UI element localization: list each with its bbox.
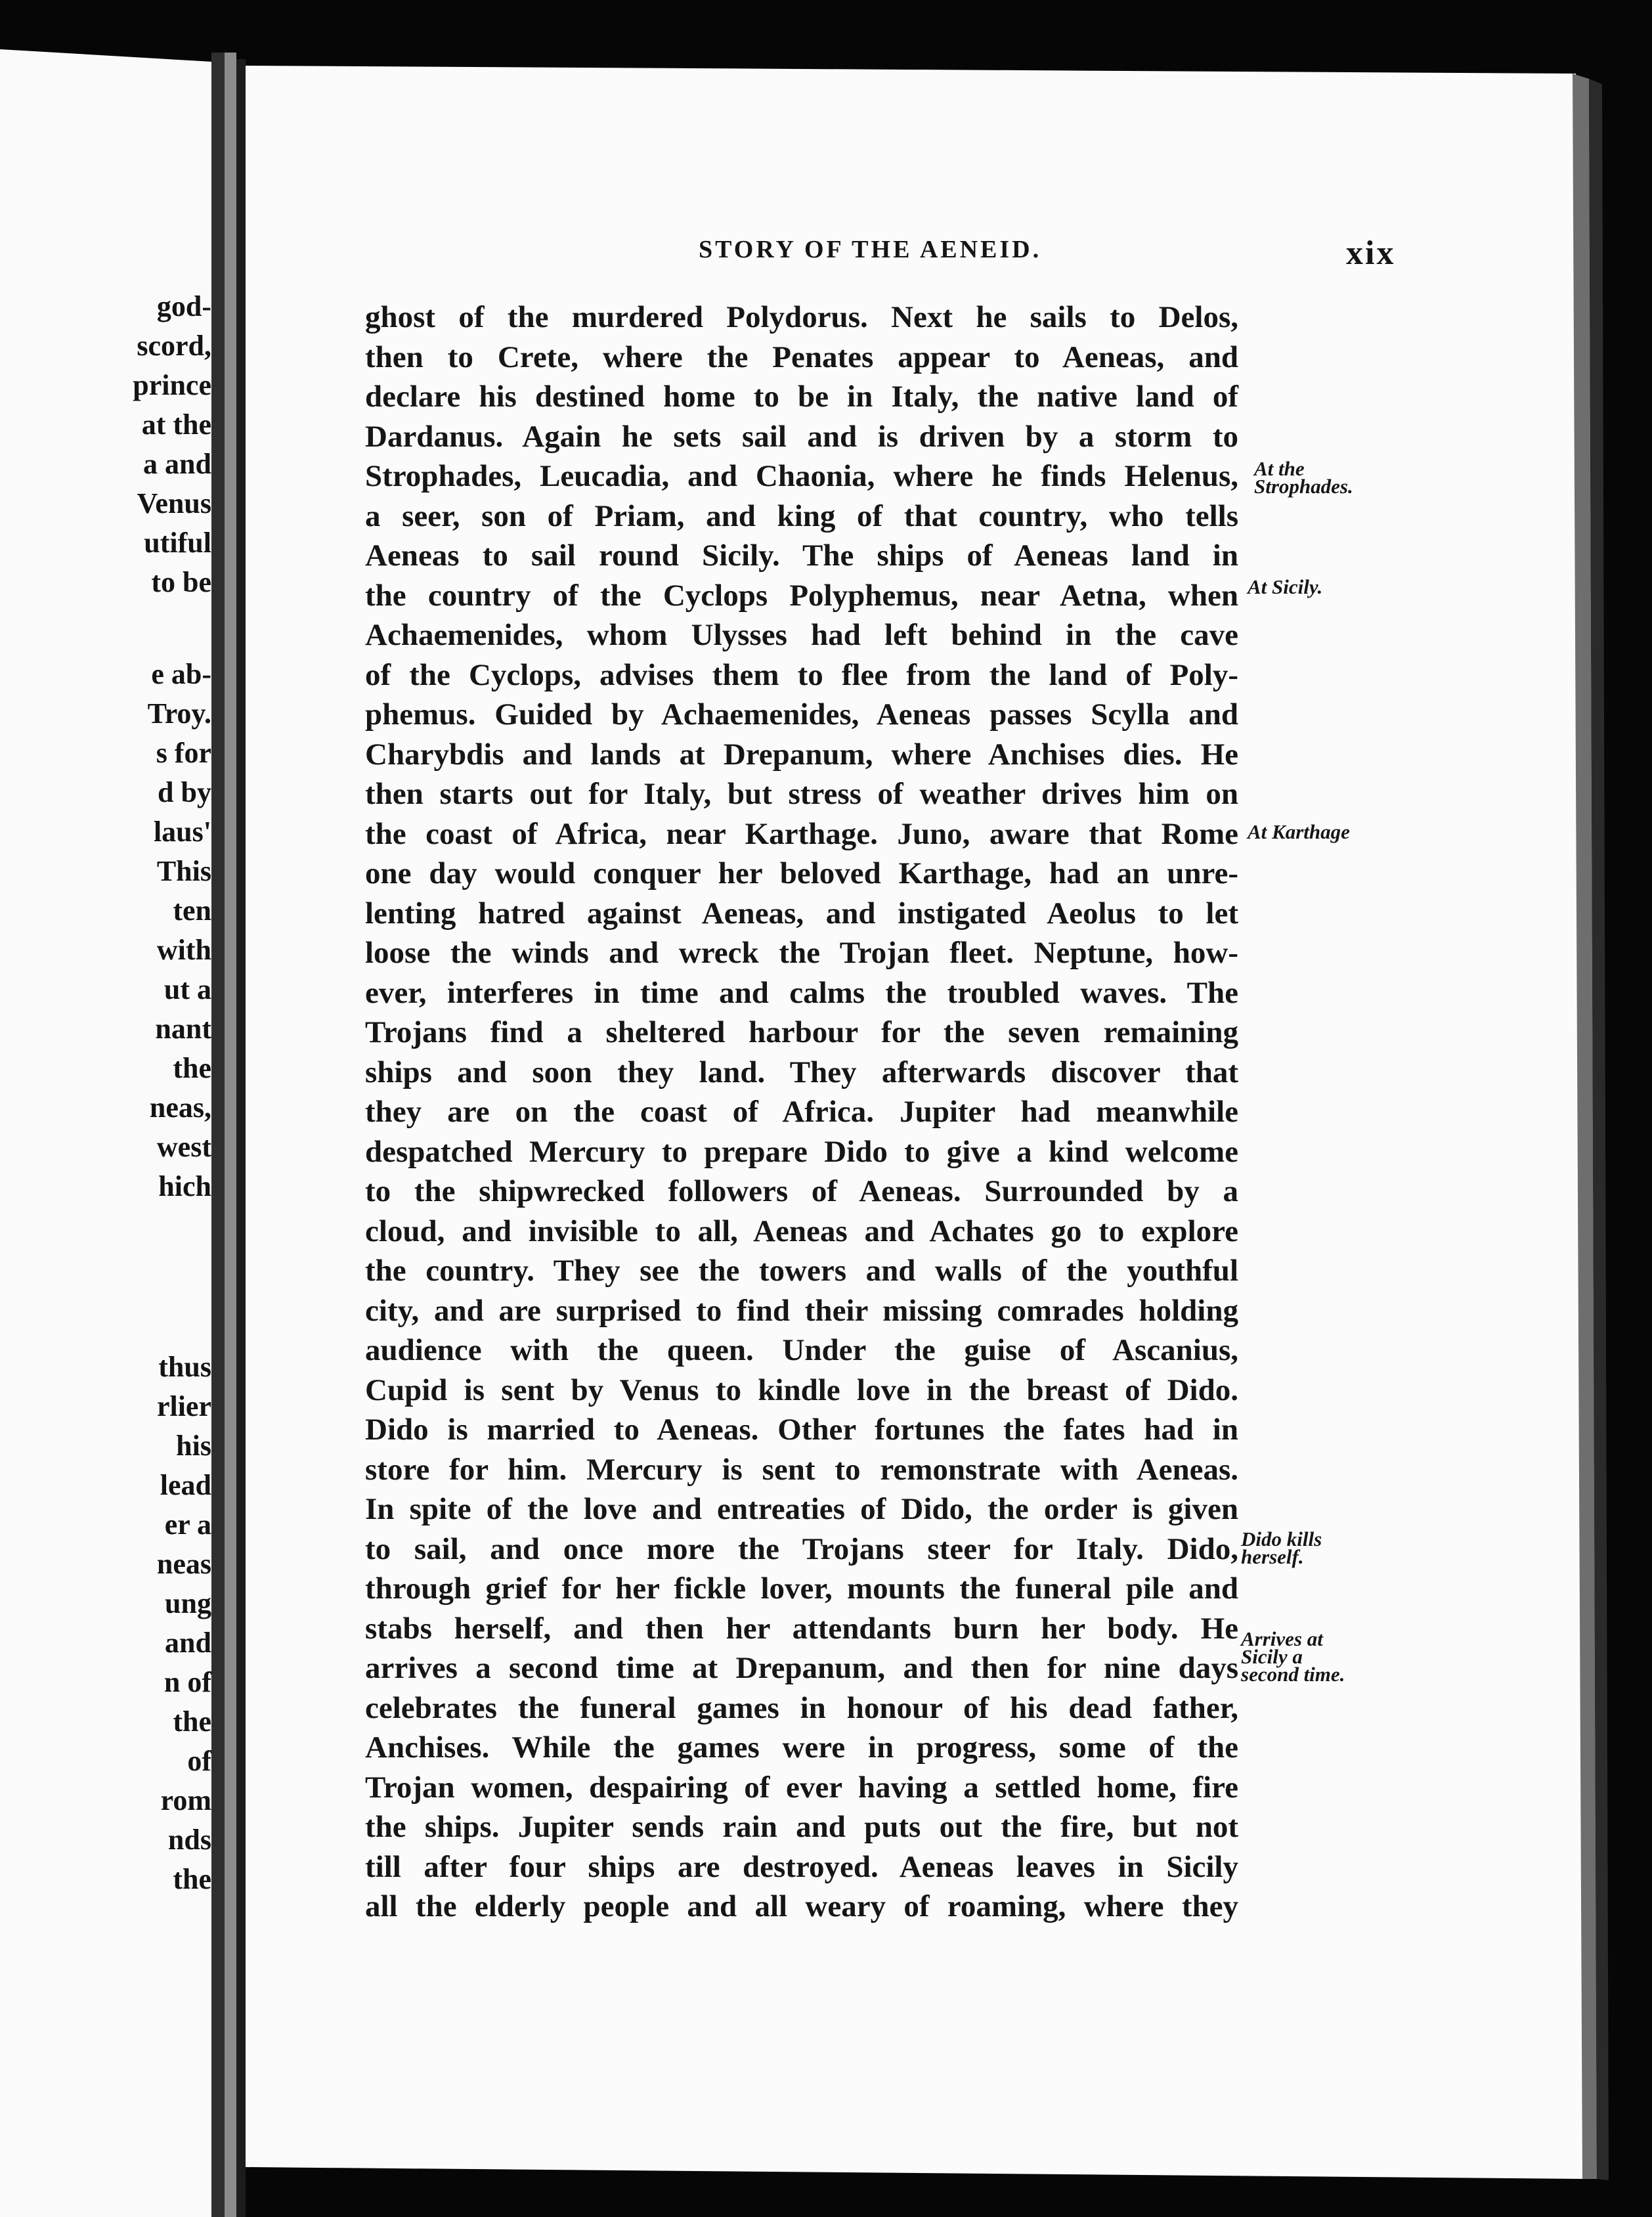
text-line: lenting hatred against Aeneas, and instigated Aeolus to let — [365, 896, 1238, 931]
facing-page-fragment: neas, — [149, 1091, 211, 1124]
text-line: Anchises. While the games were in progress, some of the — [365, 1730, 1238, 1765]
facing-page-fragment: rlier — [156, 1390, 211, 1422]
text-line: despatched Mercury to prepare Dido to give a kind welcome — [365, 1135, 1238, 1169]
text-line: cloud, and invisible to all, Aeneas and Achates go to explore — [365, 1214, 1238, 1248]
text-line: all the elderly people and all weary of roaming, where they — [365, 1889, 1238, 1923]
facing-page-fragment: a and — [143, 448, 211, 480]
text-line: the country of the Cyclops Polyphemus, near Aetna, when — [365, 579, 1238, 613]
text-line: then starts out for Italy, but stress of weather drives him on — [365, 777, 1238, 811]
text-line: Cupid is sent by Venus to kindle love in the breast of Dido. — [365, 1373, 1238, 1407]
text-line: Aeneas to sail round Sicily. The ships of Aeneas land in — [365, 538, 1238, 573]
facing-page-fragment: god- — [156, 290, 211, 322]
side-note-line: At Sicily. — [1248, 575, 1323, 598]
facing-page-fragment: e ab- — [151, 658, 211, 690]
side-note-dido — [1241, 1527, 1322, 1568]
text-line: Dardanus. Again he sets sail and is driven by a storm to — [365, 420, 1238, 454]
side-note-line: Sicily a — [1241, 1645, 1303, 1668]
text-line: Trojans find a sheltered harbour for the seven remaining — [365, 1015, 1238, 1049]
facing-page-fragment: with — [156, 934, 211, 966]
facing-page-fragment: d by — [158, 776, 211, 808]
side-note-arrives — [1241, 1627, 1345, 1686]
text-line: Trojan women, despairing of ever having a settled home, fire — [365, 1770, 1238, 1805]
text-line: one day would conquer her beloved Karthage, had an unre- — [365, 856, 1238, 890]
facing-page-fragment: s for — [156, 737, 211, 769]
text-line: to sail, and once more the Trojans steer for Italy. Dido, — [365, 1532, 1238, 1566]
text-line: the ships. Jupiter sends rain and puts out the fire, but not — [365, 1810, 1238, 1844]
text-line: Charybdis and lands at Drepanum, where Anchises dies. He — [365, 737, 1238, 772]
text-line: audience with the queen. Under the guise of Ascanius, — [365, 1333, 1238, 1367]
facing-page-fragment: utiful — [144, 527, 211, 559]
facing-page-fragment: rom — [160, 1784, 211, 1816]
text-line: city, and are surprised to find their missing comrades holding — [365, 1294, 1238, 1328]
facing-page-fragment: This — [156, 855, 211, 887]
facing-page-fragment: ten — [173, 894, 211, 927]
facing-page-fragment: the — [173, 1705, 211, 1738]
page-number: xix — [1346, 234, 1396, 272]
side-note-line: Dido kills — [1241, 1527, 1322, 1550]
side-note-line: Arrives at — [1241, 1627, 1323, 1650]
facing-page-fragment: his — [176, 1430, 211, 1462]
text-line: then to Crete, where the Penates appear to Aeneas, and — [365, 340, 1238, 374]
text-line: they are on the coast of Africa. Jupiter had meanwhile — [365, 1095, 1238, 1129]
facing-page-fragment: ung — [165, 1587, 211, 1619]
side-note-karthage — [1248, 820, 1350, 843]
facing-page-fragment: of — [187, 1745, 211, 1777]
side-note-line: herself. — [1241, 1545, 1304, 1568]
side-note-line: At the — [1254, 457, 1305, 480]
facing-page-fragment: the — [173, 1052, 211, 1084]
facing-page-fragment: the — [173, 1863, 211, 1895]
facing-page-fragment: laus' — [153, 816, 211, 848]
text-line: declare his destined home to be in Italy, the native land of — [365, 380, 1238, 414]
running-head: STORY OF THE AENEID. — [699, 236, 1042, 263]
text-line: store for him. Mercury is sent to remonstrate with Aeneas. — [365, 1453, 1238, 1487]
facing-page-fragment: prince — [133, 369, 211, 401]
facing-page-fragment: er a — [164, 1508, 211, 1541]
text-line: Strophades, Leucadia, and Chaonia, where he finds Helenus, — [365, 459, 1238, 493]
facing-page-fragment: neas — [156, 1548, 211, 1580]
text-line: arrives a second time at Drepanum, and then for nine days — [365, 1651, 1238, 1685]
facing-page-fragment: thus — [158, 1351, 211, 1383]
text-line: through grief for her fickle lover, mounts the funeral pile and — [365, 1571, 1238, 1606]
facing-page-fragment: n of — [163, 1666, 211, 1698]
side-note-sicily — [1248, 575, 1323, 598]
text-line: loose the winds and wreck the Trojan fleet. Neptune, how- — [365, 936, 1238, 970]
facing-page-fragment: nds — [167, 1824, 211, 1856]
text-line: to the shipwrecked followers of Aeneas. Surrounded by a — [365, 1174, 1238, 1208]
text-line: the coast of Africa, near Karthage. Juno, aware that Rome — [365, 817, 1238, 851]
facing-page-fragment: scord, — [137, 330, 211, 362]
text-line: ghost of the murdered Polydorus. Next he sails to Delos, — [365, 300, 1238, 334]
text-line: stabs herself, and then her attendants burn her body. He — [365, 1612, 1238, 1646]
facing-page-fragment: Venus — [137, 487, 211, 519]
text-line: the country. They see the towers and walls of the youthful — [365, 1254, 1238, 1288]
text-line: of the Cyclops, advises them to flee from the land of Poly- — [365, 658, 1238, 692]
side-note-line: second time. — [1241, 1663, 1345, 1686]
text-line: celebrates the funeral games in honour of his dead father, — [365, 1691, 1238, 1725]
facing-page-fragment: west — [156, 1131, 211, 1163]
text-line: till after four ships are destroyed. Aeneas leaves in Sicily — [365, 1850, 1238, 1884]
facing-page-fragments — [0, 0, 211, 2217]
facing-page-fragment: nant — [155, 1013, 211, 1045]
side-note-line: Strophades. — [1254, 475, 1353, 498]
text-line: Dido is married to Aeneas. Other fortunes the fates had in — [365, 1413, 1238, 1447]
facing-page-fragment: Troy. — [147, 697, 211, 730]
facing-page-fragment: hich — [158, 1170, 211, 1202]
text-line: In spite of the love and entreaties of Dido, the order is given — [365, 1492, 1238, 1526]
facing-page-fragment: lead — [160, 1469, 211, 1501]
text-line: ships and soon they land. They afterwards discover that — [365, 1055, 1238, 1089]
side-note-line: At Karthage — [1248, 820, 1350, 843]
side-note-strophades — [1254, 457, 1353, 498]
facing-page-fragment: and — [165, 1627, 211, 1659]
text-line: ever, interferes in time and calms the troubled waves. The — [365, 976, 1238, 1010]
text-line: a seer, son of Priam, and king of that country, who tells — [365, 499, 1238, 533]
text-line: phemus. Guided by Achaemenides, Aeneas passes Scylla and — [365, 697, 1238, 732]
facing-page-fragment: at the — [141, 408, 211, 441]
text-line: Achaemenides, whom Ulysses had left behind in the cave — [365, 618, 1238, 652]
facing-page-fragment: ut a — [163, 973, 211, 1005]
facing-page-fragment: to be — [151, 566, 211, 598]
